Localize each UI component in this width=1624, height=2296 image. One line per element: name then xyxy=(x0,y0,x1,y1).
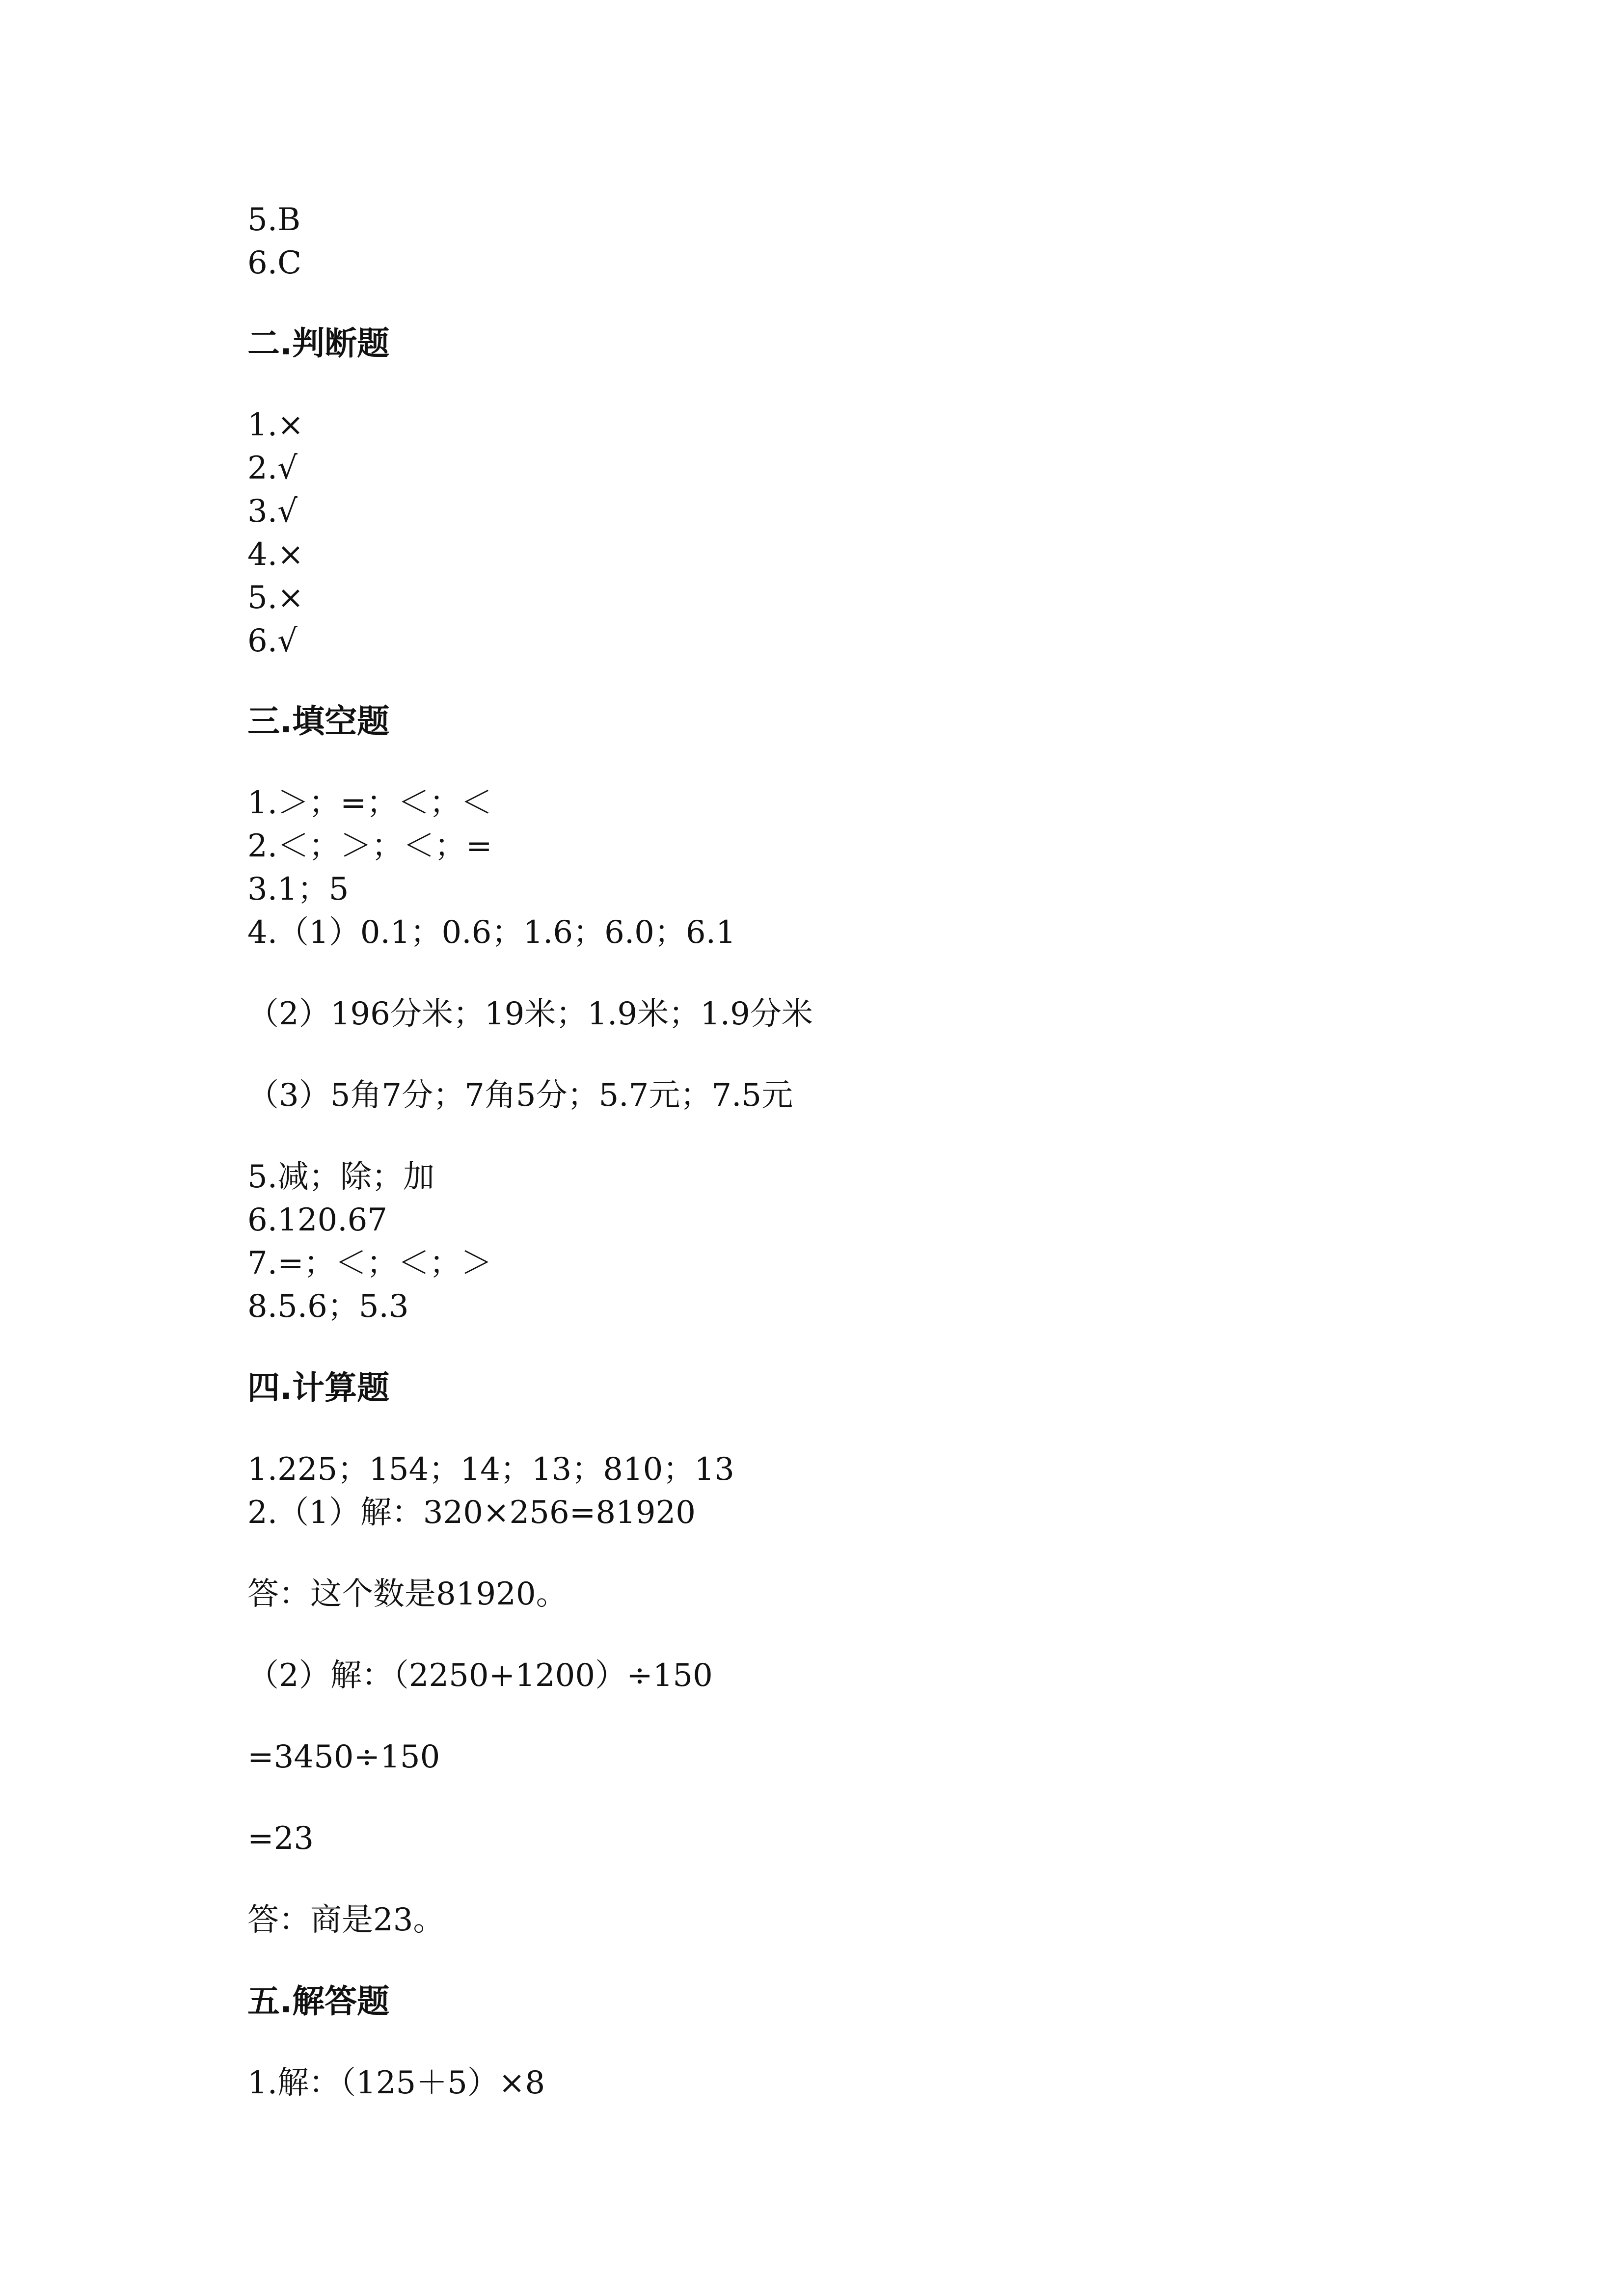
fill-blank-answer-6: 6.120.67 xyxy=(247,1202,387,1238)
calculation-step: =3450÷150 xyxy=(247,1739,440,1775)
fill-blank-answer-4-part-3: （3）5角7分；7角5分；5.7元；7.5元 xyxy=(247,1077,793,1114)
fill-blank-answer-1: 1.＞；=；＜；＜ xyxy=(247,785,492,821)
section-heading-judgement: 二.判断题 xyxy=(247,324,390,362)
calculation-answer-2-part-2: （2）解：（2250+1200）÷150 xyxy=(247,1657,713,1694)
calculation-result: =23 xyxy=(247,1820,314,1857)
word-problem-answer-1: 1.解：（125＋5）×8 xyxy=(247,2065,545,2101)
fill-blank-answer-7: 7.=；＜；＜；＞ xyxy=(247,1245,492,1281)
choice-answer-5: 5.B xyxy=(247,202,301,238)
calculation-answer-2-part-1: 2.（1）解：320×256=81920 xyxy=(247,1495,696,1531)
calculation-answer-2-reply-1: 答：这个数是81920。 xyxy=(247,1576,568,1612)
judgement-answer-6: 6.√ xyxy=(247,623,298,659)
judgement-answer-4: 4.× xyxy=(247,536,304,573)
section-heading-fill-blank: 三.填空题 xyxy=(247,702,390,740)
fill-blank-answer-4-part-2: （2）196分米；19米；1.9米；1.9分米 xyxy=(247,996,813,1032)
choice-answer-6: 6.C xyxy=(247,245,302,281)
fill-blank-answer-2: 2.＜；＞；＜；= xyxy=(247,828,492,864)
section-heading-calculation: 四.计算题 xyxy=(247,1369,390,1407)
calculation-answer-2-reply-2: 答：商是23。 xyxy=(247,1902,445,1938)
judgement-answer-5: 5.× xyxy=(247,580,304,616)
fill-blank-answer-3: 3.1；5 xyxy=(247,871,349,908)
judgement-answer-1: 1.× xyxy=(247,407,304,443)
calculation-answer-1: 1.225；154；14；13；810；13 xyxy=(247,1451,734,1488)
section-heading-word-problems: 五.解答题 xyxy=(247,1982,390,2020)
judgement-answer-3: 3.√ xyxy=(247,493,298,530)
fill-blank-answer-4-part-1: 4.（1）0.1；0.6；1.6；6.0；6.1 xyxy=(247,914,736,951)
fill-blank-answer-5: 5.减；除；加 xyxy=(247,1159,435,1195)
judgement-answer-2: 2.√ xyxy=(247,450,298,486)
fill-blank-answer-8: 8.5.6；5.3 xyxy=(247,1288,409,1325)
